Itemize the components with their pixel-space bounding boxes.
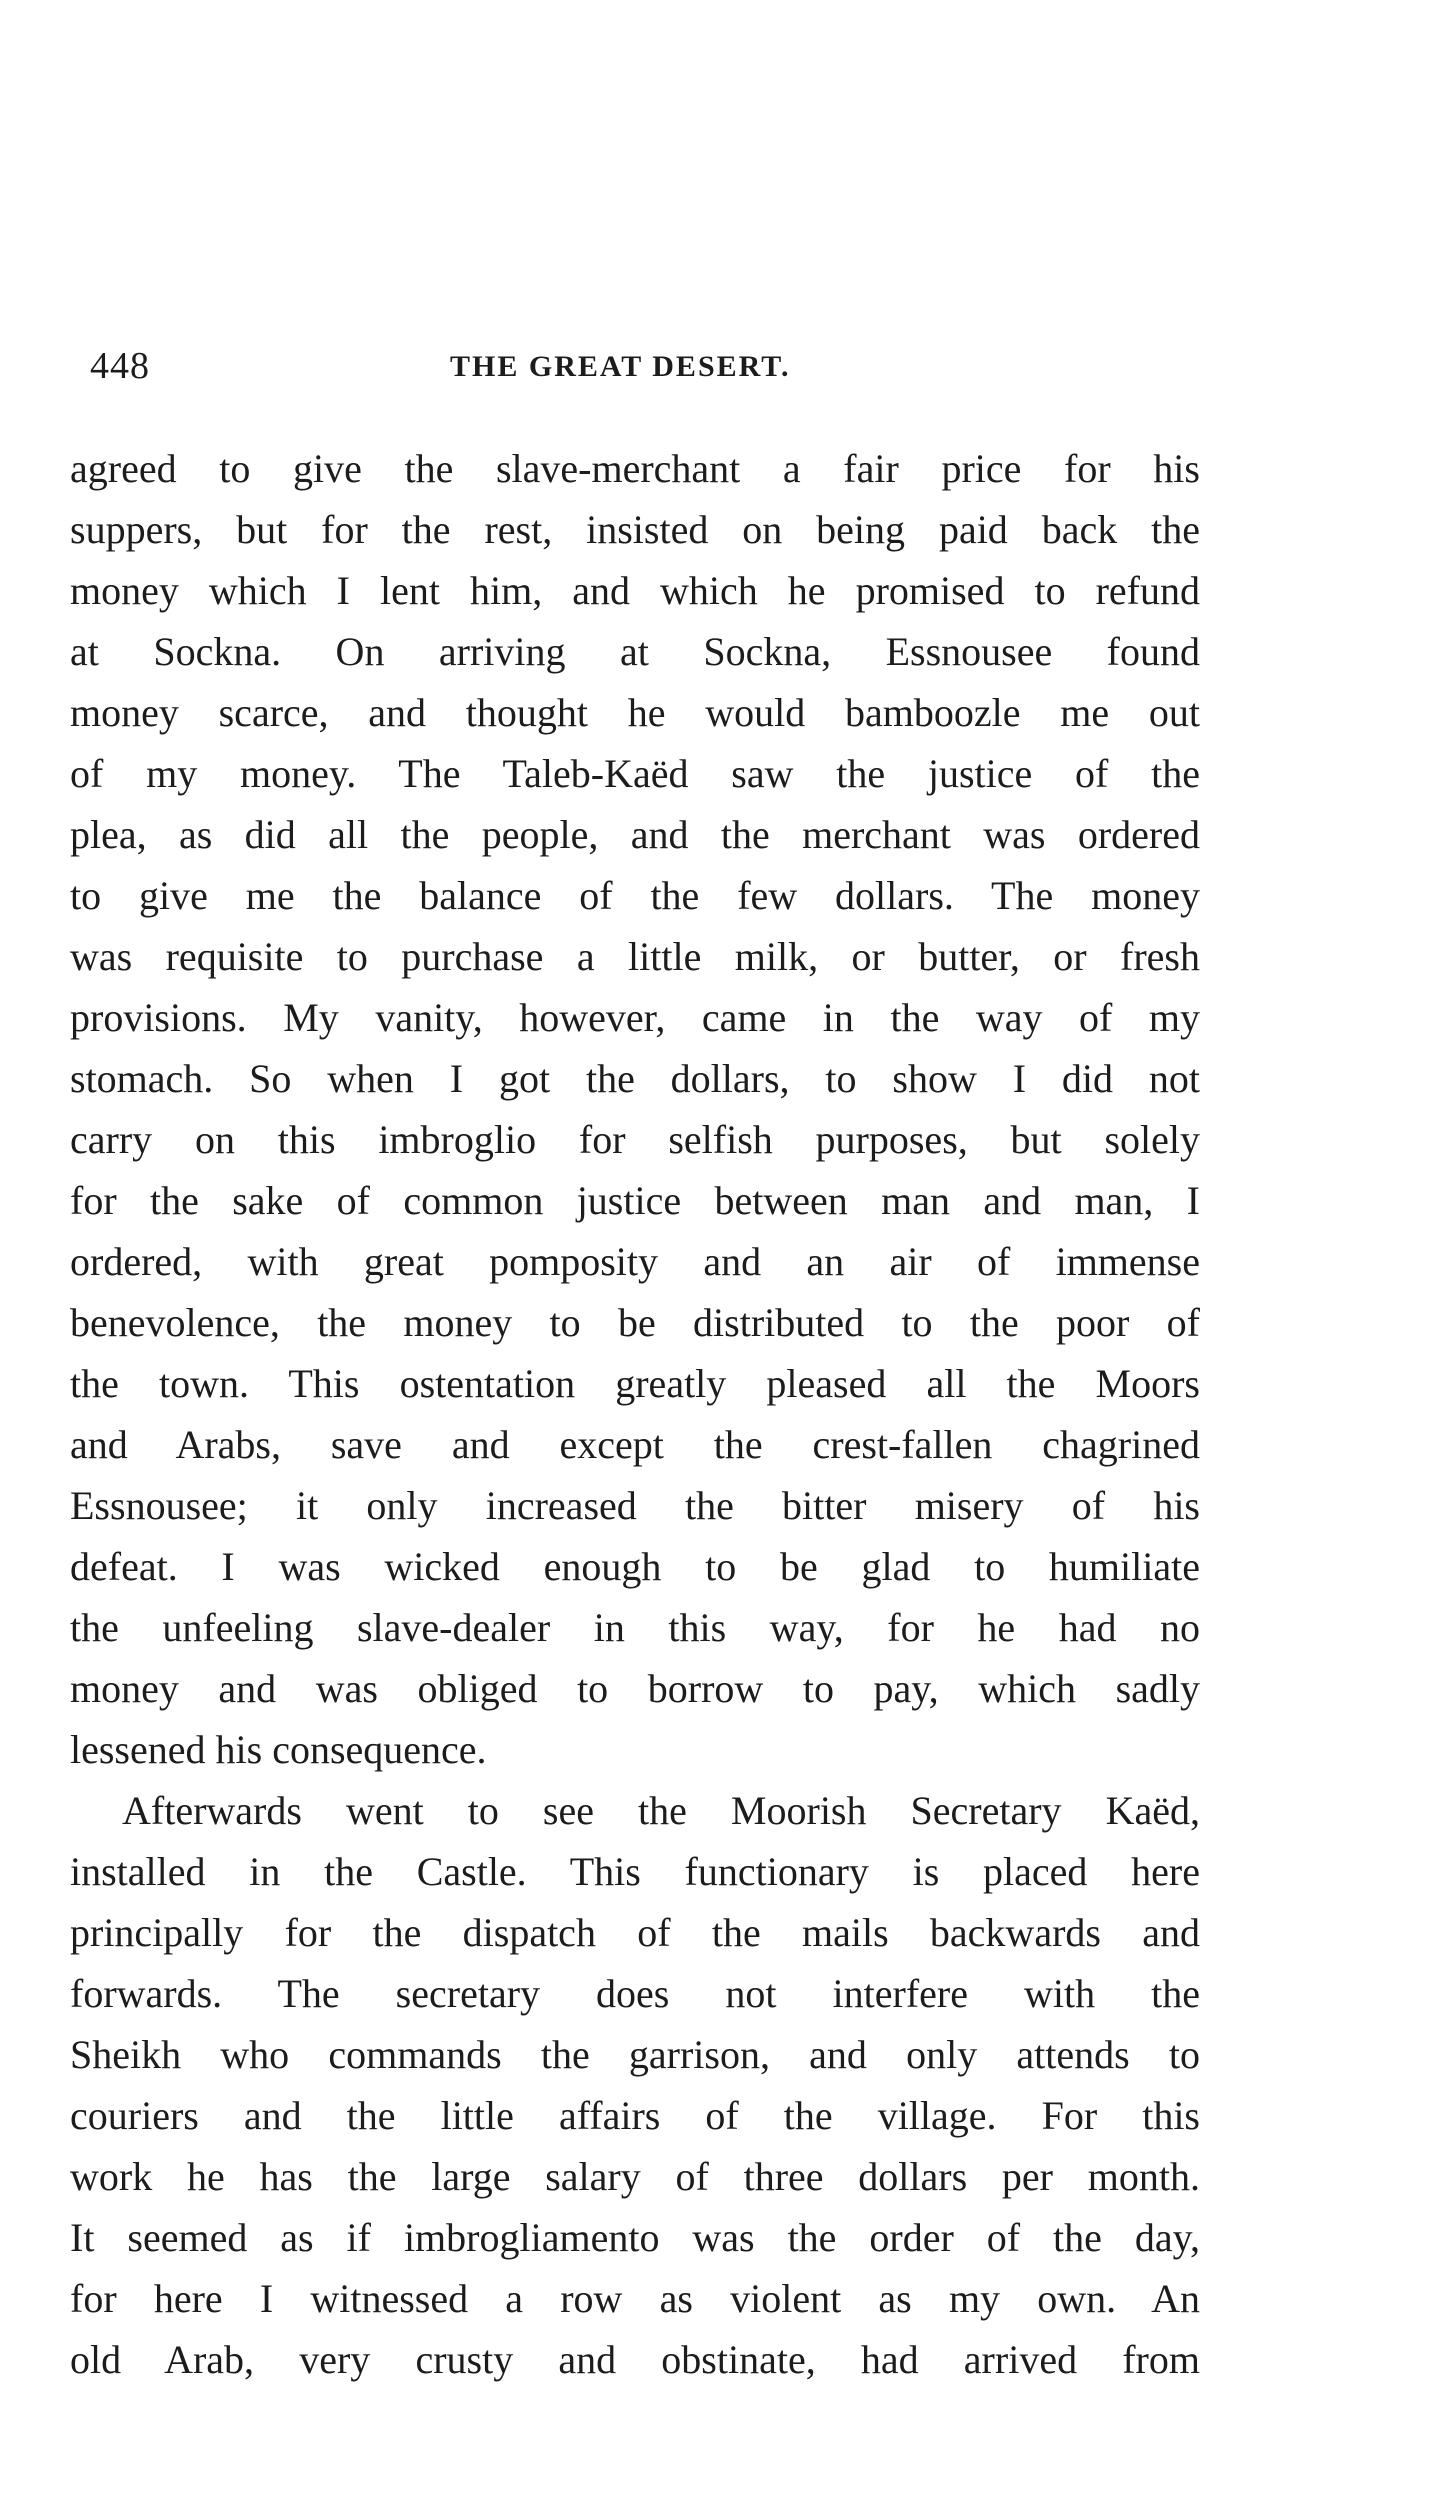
text-line: the town. This ostentation greatly pleased all the Moors xyxy=(70,1361,1200,1406)
paragraph-2 xyxy=(70,1780,1200,2390)
text-line: to give me the balance of the few dollars. The money xyxy=(70,873,1200,918)
text-line: defeat. I was wicked enough to be glad to humiliate xyxy=(70,1544,1200,1589)
running-title: THE GREAT DESERT. xyxy=(450,350,791,383)
text-line: agreed to give the slave-merchant a fair price for his xyxy=(70,446,1200,491)
text-line: of my money. The Taleb-Kaëd saw the justice of the xyxy=(70,751,1200,796)
text-line: money scarce, and thought he would bamboozle me out xyxy=(70,690,1200,735)
text-line: money and was obliged to borrow to pay, which sadly xyxy=(70,1666,1200,1711)
text-line: and Arabs, save and except the crest-fallen chagrined xyxy=(70,1422,1200,1467)
text-line: principally for the dispatch of the mails backwards and xyxy=(70,1910,1200,1955)
text-line: was requisite to purchase a little milk, or butter, or fresh xyxy=(70,934,1200,979)
text-line: suppers, but for the rest, insisted on being paid back the xyxy=(70,507,1200,552)
page-header xyxy=(90,344,1190,404)
text-line: for here I witnessed a row as violent as my own. An xyxy=(70,2276,1200,2321)
text-line: forwards. The secretary does not interfere with the xyxy=(70,1971,1200,2016)
text-line: work he has the large salary of three dollars per month. xyxy=(70,2154,1200,2199)
text-line: Afterwards went to see the Moorish Secretary Kaëd, xyxy=(122,1788,1200,1833)
text-line: the unfeeling slave-dealer in this way, for he had no xyxy=(70,1605,1200,1650)
text-line: benevolence, the money to be distributed to the poor of xyxy=(70,1300,1200,1345)
text-line: stomach. So when I got the dollars, to show I did not xyxy=(70,1056,1200,1101)
text-line: lessened his consequence. xyxy=(70,1727,487,1772)
text-line: carry on this imbroglio for selfish purposes, but solely xyxy=(70,1117,1200,1162)
paragraph-1 xyxy=(70,438,1200,1780)
page-number: 448 xyxy=(90,345,150,387)
text-line: It seemed as if imbrogliamento was the order of the day, xyxy=(70,2215,1200,2260)
text-line: Sheikh who commands the garrison, and only attends to xyxy=(70,2032,1200,2077)
text-line: provisions. My vanity, however, came in the way of my xyxy=(70,995,1200,1040)
text-line: Essnousee; it only increased the bitter misery of his xyxy=(70,1483,1200,1528)
text-line: installed in the Castle. This functionary is placed here xyxy=(70,1849,1200,1894)
text-line: money which I lent him, and which he promised to refund xyxy=(70,568,1200,613)
text-line: plea, as did all the people, and the merchant was ordered xyxy=(70,812,1200,857)
text-line: ordered, with great pomposity and an air of immense xyxy=(70,1239,1200,1284)
text-line: old Arab, very crusty and obstinate, had arrived from xyxy=(70,2337,1200,2382)
text-line: for the sake of common justice between man and man, I xyxy=(70,1178,1200,1223)
text-line: couriers and the little affairs of the village. For this xyxy=(70,2093,1200,2138)
text-line: at Sockna. On arriving at Sockna, Essnousee found xyxy=(70,629,1200,674)
body-text xyxy=(70,438,1200,2390)
